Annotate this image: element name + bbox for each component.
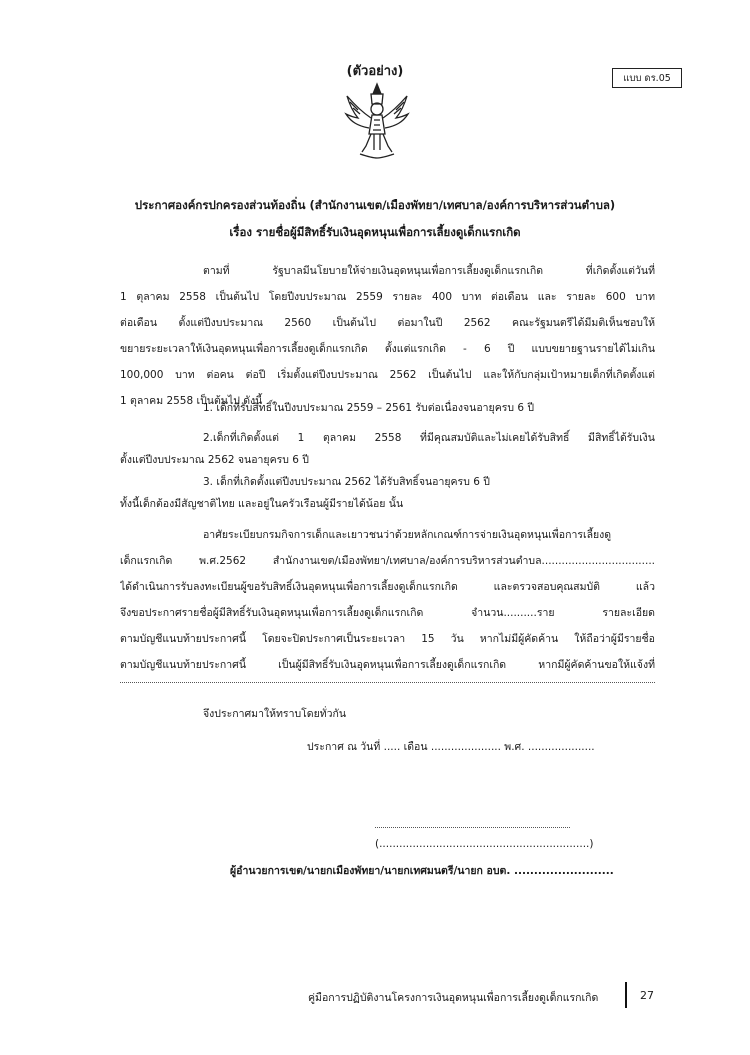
paragraph-policy: [120, 258, 655, 414]
signature-name-parens: (...............................................................): [375, 838, 594, 850]
text-line: ต่อเดือน ตั้งแต่ปีงบประมาณ 2560 เป็นต้นไป ต่อมาในปี 2562 คณะรัฐมนตรีได้มีมติเห็นชอบให้: [120, 317, 655, 329]
text-line: ตามบัญชีแนบท้ายประกาศนี้ โดยจะปิดประกาศเป็นระยะเวลา 15 วัน หากไม่มีผู้คัดค้าน ให้ถือว่าผู้มีรายชื่อ: [120, 633, 655, 645]
list-item-3: 3. เด็กที่เกิดตั้งแต่ปีงบประมาณ 2562 ได้รับสิทธิ์จนอายุครบ 6 ปี: [203, 476, 490, 488]
form-code-box: แบบ ดร.05: [612, 68, 682, 88]
text-line: ตามที่ รัฐบาลมีนโยบายให้จ่ายเงินอุดหนุนเพื่อการเลี้ยงดูเด็กแรกเกิด ที่เกิดตั้งแต่วันที่: [203, 265, 655, 277]
text-line: จึงขอประกาศรายชื่อผู้มีสิทธิ์รับเงินอุดหนุนเพื่อการเลี้ยงดูเด็กแรกเกิด จำนวน..........ราย รายละเอียด: [120, 607, 655, 619]
announcement-closing: จึงประกาศมาให้ทราบโดยทั่วกัน: [203, 708, 347, 720]
signature-line: [375, 827, 570, 828]
text-line: ตั้งแต่ปีงบประมาณ 2562 จนอายุครบ 6 ปี: [120, 454, 309, 466]
fill-in-dotted-line: [120, 682, 655, 683]
text-line: ได้ดำเนินการรับลงทะเบียนผู้ขอรับสิทธิ์เงินอุดหนุนเพื่อการเลี้ยงดูเด็กแรกเกิด และตรวจสอบคุณสมบัติ แล้ว: [120, 581, 655, 593]
footer-manual-title: คู่มือการปฏิบัติงานโครงการเงินอุดหนุนเพื่อการเลี้ยงดูเด็กแรกเกิด: [308, 992, 599, 1004]
announcement-date-line: ประกาศ ณ วันที่ ..... เดือน ..................... พ.ศ. ....................: [307, 741, 595, 753]
footer-divider: [625, 982, 627, 1008]
list-item-2: [120, 425, 655, 473]
text-line: 1 ตุลาคม 2558 เป็นต้นไป ดังนี้: [120, 395, 263, 407]
announcement-subject: เรื่อง รายชื่อผู้มีสิทธิ์รับเงินอุดหนุนเพื่อการเลี้ยงดูเด็กแรกเกิด: [229, 225, 521, 239]
list-item-1: 1. เด็กที่รับสิทธิ์ในปีงบประมาณ 2559 – 2561 รับต่อเนื่องจนอายุครบ 6 ปี: [203, 402, 535, 414]
signatory-position: ผู้อำนวยการเขต/นายกเมืองพัทยา/นายกเทศมนตรี/นายก อบต. .........................: [230, 865, 614, 877]
text-line: 1 ตุลาคม 2558 เป็นต้นไป โดยปีงบประมาณ 2559 รายละ 400 บาท ต่อเดือน และ รายละ 600 บาท: [120, 291, 655, 303]
text-line: ตามบัญชีแนบท้ายประกาศนี้ เป็นผู้มีสิทธิ์รับเงินอุดหนุนเพื่อการเลี้ยงดูเด็กแรกเกิด หากมีผู้คัดค้านขอให้แจ้งที่: [120, 659, 655, 671]
garuda-emblem-icon: [344, 82, 410, 160]
sample-label: (ตัวอย่าง): [346, 64, 404, 79]
announcement-title: ประกาศองค์กรปกครองส่วนท้องถิ่น (สำนักงานเขต/เมืองพัทยา/เทศบาล/องค์การบริหารส่วนตำบล): [134, 198, 616, 212]
text-line: 100,000 บาท ต่อคน ต่อปี เริ่มตั้งแต่ปีงบประมาณ 2562 เป็นต้นไป และให้กับกลุ่มเป้าหมายเด็กที่เกิดตั้งแต่: [120, 369, 655, 381]
eligibility-condition: ทั้งนี้เด็กต้องมีสัญชาติไทย และอยู่ในครัวเรือนผู้มีรายได้น้อย นั้น: [120, 498, 404, 510]
text-line: อาศัยระเบียบกรมกิจการเด็กและเยาวชนว่าด้วยหลักเกณฑ์การจ่ายเงินอุดหนุนเพื่อการเลี้ยงดู: [203, 529, 612, 541]
text-line: ขยายระยะเวลาให้เงินอุดหนุนเพื่อการเลี้ยงดูเด็กแรกเกิด ตั้งแต่แรกเกิด - 6 ปี แบบขยายฐานรายได้ไม่เกิน: [120, 343, 655, 355]
page-number: 27: [640, 989, 654, 1002]
paragraph-regulation: [120, 522, 655, 678]
text-line: 2.เด็กที่เกิดตั้งแต่ 1 ตุลาคม 2558 ที่มีคุณสมบัติและไม่เคยได้รับสิทธิ์ มีสิทธิ์ได้รับเงิน: [203, 432, 655, 444]
text-line: เด็กแรกเกิด พ.ศ.2562 สำนักงานเขต/เมืองพัทยา/เทศบาล/องค์การบริหารส่วนตำบล..................................: [120, 555, 655, 567]
